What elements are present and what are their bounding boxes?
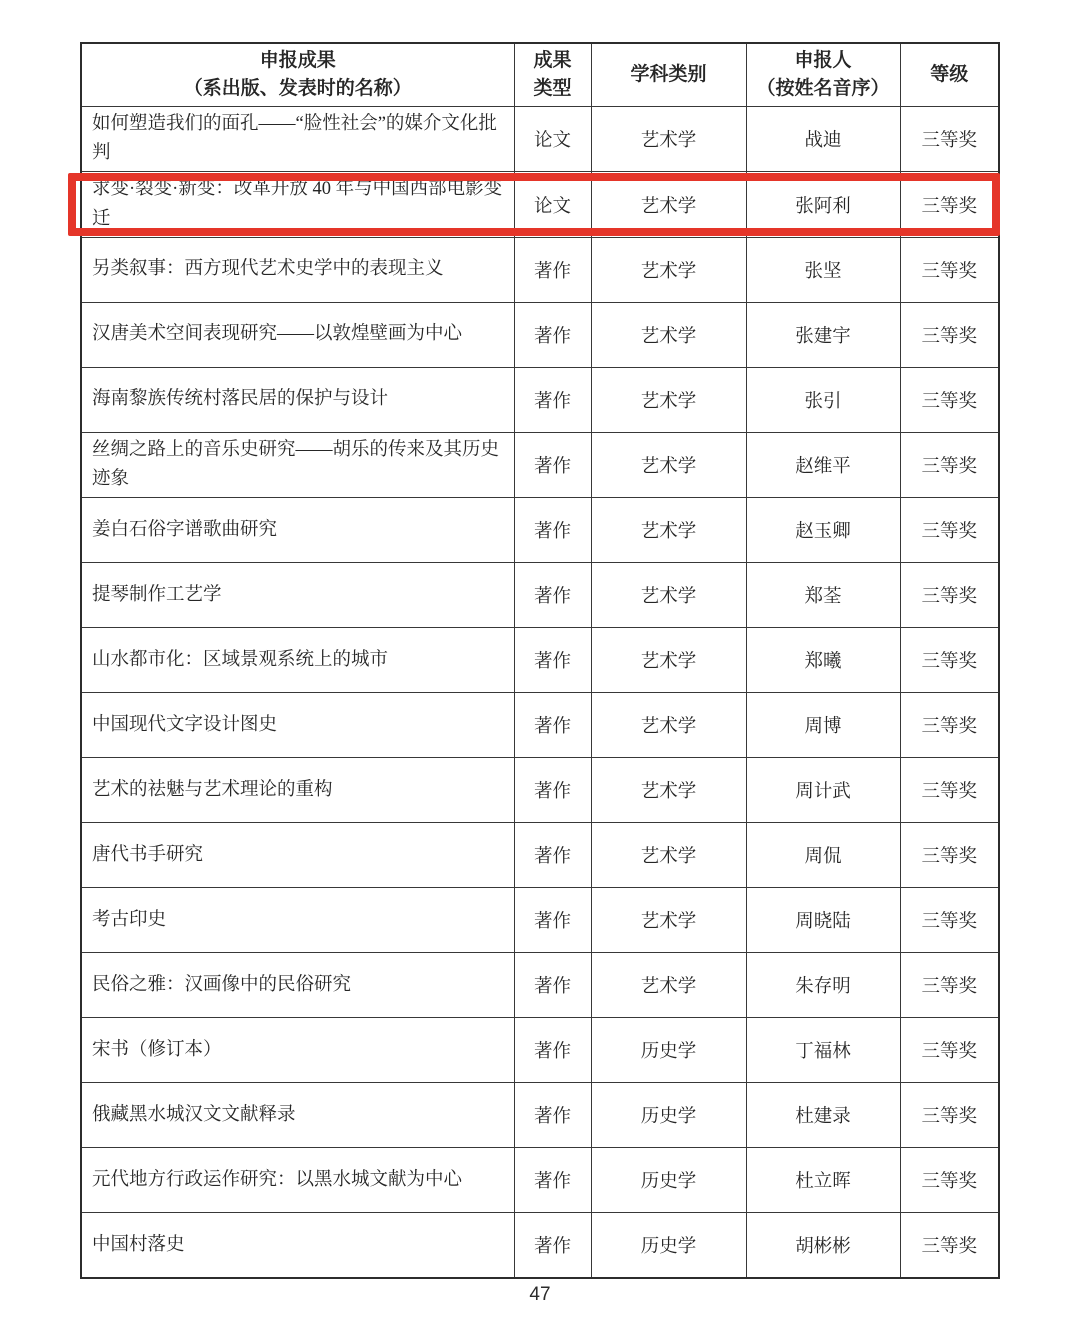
result-applicant-cell: 周侃 xyxy=(746,823,900,888)
table-row xyxy=(81,563,999,628)
table-row xyxy=(81,498,999,563)
result-type-cell: 著作 xyxy=(514,888,591,953)
result-applicant-cell: 张坚 xyxy=(746,237,900,302)
result-type-cell: 著作 xyxy=(514,693,591,758)
table-row xyxy=(81,1213,999,1279)
header-applicant-line1: 申报人 xyxy=(794,50,852,72)
header-title-line1: 申报成果 xyxy=(259,50,336,72)
result-applicant-cell: 张建宇 xyxy=(746,302,900,367)
result-applicant-cell: 胡彬彬 xyxy=(746,1213,900,1279)
result-category-cell: 艺术学 xyxy=(591,693,746,758)
table-row xyxy=(81,172,999,237)
header-type-line2: 类型 xyxy=(533,78,572,99)
result-grade-cell: 三等奖 xyxy=(900,172,999,237)
result-type-cell: 著作 xyxy=(514,953,591,1018)
result-applicant-cell: 赵玉卿 xyxy=(746,498,900,563)
result-grade-cell: 三等奖 xyxy=(900,237,999,302)
result-applicant-cell: 杜建录 xyxy=(746,1083,900,1148)
result-title-cell: 如何塑造我们的面孔——“脸性社会”的媒介文化批判 xyxy=(81,107,514,172)
result-title-cell: 求变·裂变·新变：改革开放 40 年与中国西部电影变迁 xyxy=(81,172,514,237)
result-applicant-cell: 战迪 xyxy=(746,107,900,172)
result-category-cell: 历史学 xyxy=(591,1148,746,1213)
result-category-cell: 艺术学 xyxy=(591,953,746,1018)
result-title-cell: 民俗之雅：汉画像中的民俗研究 xyxy=(81,953,514,1018)
header-category xyxy=(591,43,746,107)
result-grade-cell: 三等奖 xyxy=(900,1213,999,1279)
result-title-cell: 海南黎族传统村落民居的保护与设计 xyxy=(81,367,514,432)
result-category-cell: 艺术学 xyxy=(591,888,746,953)
result-category-cell: 艺术学 xyxy=(591,823,746,888)
result-category-cell: 艺术学 xyxy=(591,172,746,237)
result-title-cell: 山水都市化：区域景观系统上的城市 xyxy=(81,628,514,693)
result-applicant-cell: 周计武 xyxy=(746,758,900,823)
result-applicant-cell: 张引 xyxy=(746,367,900,432)
header-type-line1: 成果 xyxy=(533,50,572,72)
awards-table-body xyxy=(81,107,999,1279)
result-grade-cell: 三等奖 xyxy=(900,888,999,953)
result-applicant-cell: 周博 xyxy=(746,693,900,758)
table-row xyxy=(81,367,999,432)
header-grade-line1: 等级 xyxy=(930,64,969,86)
result-type-cell: 论文 xyxy=(514,172,591,237)
result-grade-cell: 三等奖 xyxy=(900,367,999,432)
result-applicant-cell: 朱存明 xyxy=(746,953,900,1018)
result-title-cell: 中国现代文字设计图史 xyxy=(81,693,514,758)
result-applicant-cell: 杜立晖 xyxy=(746,1148,900,1213)
result-category-cell: 艺术学 xyxy=(591,628,746,693)
table-row xyxy=(81,432,999,497)
result-category-cell: 历史学 xyxy=(591,1083,746,1148)
result-category-cell: 艺术学 xyxy=(591,107,746,172)
result-title-cell: 另类叙事：西方现代艺术史学中的表现主义 xyxy=(81,237,514,302)
result-applicant-cell: 丁福林 xyxy=(746,1018,900,1083)
result-category-cell: 艺术学 xyxy=(591,563,746,628)
result-category-cell: 艺术学 xyxy=(591,302,746,367)
result-type-cell: 著作 xyxy=(514,302,591,367)
result-grade-cell: 三等奖 xyxy=(900,953,999,1018)
header-applicant xyxy=(746,43,900,107)
result-grade-cell: 三等奖 xyxy=(900,302,999,367)
awards-table xyxy=(80,42,1000,1279)
result-grade-cell: 三等奖 xyxy=(900,563,999,628)
result-grade-cell: 三等奖 xyxy=(900,758,999,823)
result-applicant-cell: 张阿利 xyxy=(746,172,900,237)
result-grade-cell: 三等奖 xyxy=(900,498,999,563)
result-type-cell: 著作 xyxy=(514,823,591,888)
result-title-cell: 元代地方行政运作研究：以黑水城文献为中心 xyxy=(81,1148,514,1213)
result-category-cell: 历史学 xyxy=(591,1018,746,1083)
result-title-cell: 艺术的祛魅与艺术理论的重构 xyxy=(81,758,514,823)
result-title-cell: 唐代书手研究 xyxy=(81,823,514,888)
table-row xyxy=(81,758,999,823)
table-row xyxy=(81,302,999,367)
awards-table-header xyxy=(81,43,999,107)
table-row xyxy=(81,107,999,172)
result-title-cell: 中国村落史 xyxy=(81,1213,514,1279)
result-grade-cell: 三等奖 xyxy=(900,693,999,758)
result-type-cell: 著作 xyxy=(514,1148,591,1213)
result-type-cell: 著作 xyxy=(514,758,591,823)
result-type-cell: 著作 xyxy=(514,237,591,302)
result-type-cell: 著作 xyxy=(514,1018,591,1083)
result-applicant-cell: 周晓陆 xyxy=(746,888,900,953)
header-type xyxy=(514,43,591,107)
result-title-cell: 考古印史 xyxy=(81,888,514,953)
result-title-cell: 宋书（修订本） xyxy=(81,1018,514,1083)
header-grade xyxy=(900,43,999,107)
result-grade-cell: 三等奖 xyxy=(900,432,999,497)
result-type-cell: 著作 xyxy=(514,432,591,497)
header-category-line1: 学科类别 xyxy=(630,64,707,86)
result-grade-cell: 三等奖 xyxy=(900,107,999,172)
result-applicant-cell: 赵维平 xyxy=(746,432,900,497)
table-row xyxy=(81,628,999,693)
result-type-cell: 著作 xyxy=(514,498,591,563)
result-type-cell: 著作 xyxy=(514,1213,591,1279)
result-category-cell: 历史学 xyxy=(591,1213,746,1279)
result-type-cell: 著作 xyxy=(514,628,591,693)
result-type-cell: 著作 xyxy=(514,367,591,432)
table-row xyxy=(81,1018,999,1083)
result-grade-cell: 三等奖 xyxy=(900,1018,999,1083)
table-row xyxy=(81,237,999,302)
header-title xyxy=(81,43,514,107)
result-title-cell: 提琴制作工艺学 xyxy=(81,563,514,628)
result-category-cell: 艺术学 xyxy=(591,758,746,823)
result-grade-cell: 三等奖 xyxy=(900,628,999,693)
result-grade-cell: 三等奖 xyxy=(900,823,999,888)
table-row xyxy=(81,1083,999,1148)
result-category-cell: 艺术学 xyxy=(591,498,746,563)
header-row xyxy=(81,43,999,107)
result-type-cell: 著作 xyxy=(514,1083,591,1148)
result-category-cell: 艺术学 xyxy=(591,367,746,432)
table-row xyxy=(81,693,999,758)
result-title-cell: 俄藏黑水城汉文文献释录 xyxy=(81,1083,514,1148)
table-row xyxy=(81,953,999,1018)
table-row xyxy=(81,823,999,888)
result-category-cell: 艺术学 xyxy=(591,432,746,497)
result-title-cell: 丝绸之路上的音乐史研究——胡乐的传来及其历史迹象 xyxy=(81,432,514,497)
result-type-cell: 著作 xyxy=(514,563,591,628)
result-category-cell: 艺术学 xyxy=(591,237,746,302)
result-type-cell: 论文 xyxy=(514,107,591,172)
result-grade-cell: 三等奖 xyxy=(900,1083,999,1148)
page-number: 47 xyxy=(529,1284,551,1305)
result-applicant-cell: 郑曦 xyxy=(746,628,900,693)
result-title-cell: 姜白石俗字谱歌曲研究 xyxy=(81,498,514,563)
result-title-cell: 汉唐美术空间表现研究——以敦煌壁画为中心 xyxy=(81,302,514,367)
table-row xyxy=(81,888,999,953)
result-grade-cell: 三等奖 xyxy=(900,1148,999,1213)
header-title-line2: （系出版、发表时的名称） xyxy=(183,78,412,99)
table-row xyxy=(81,1148,999,1213)
result-applicant-cell: 郑荃 xyxy=(746,563,900,628)
header-applicant-line2: （按姓名音序） xyxy=(756,78,890,99)
